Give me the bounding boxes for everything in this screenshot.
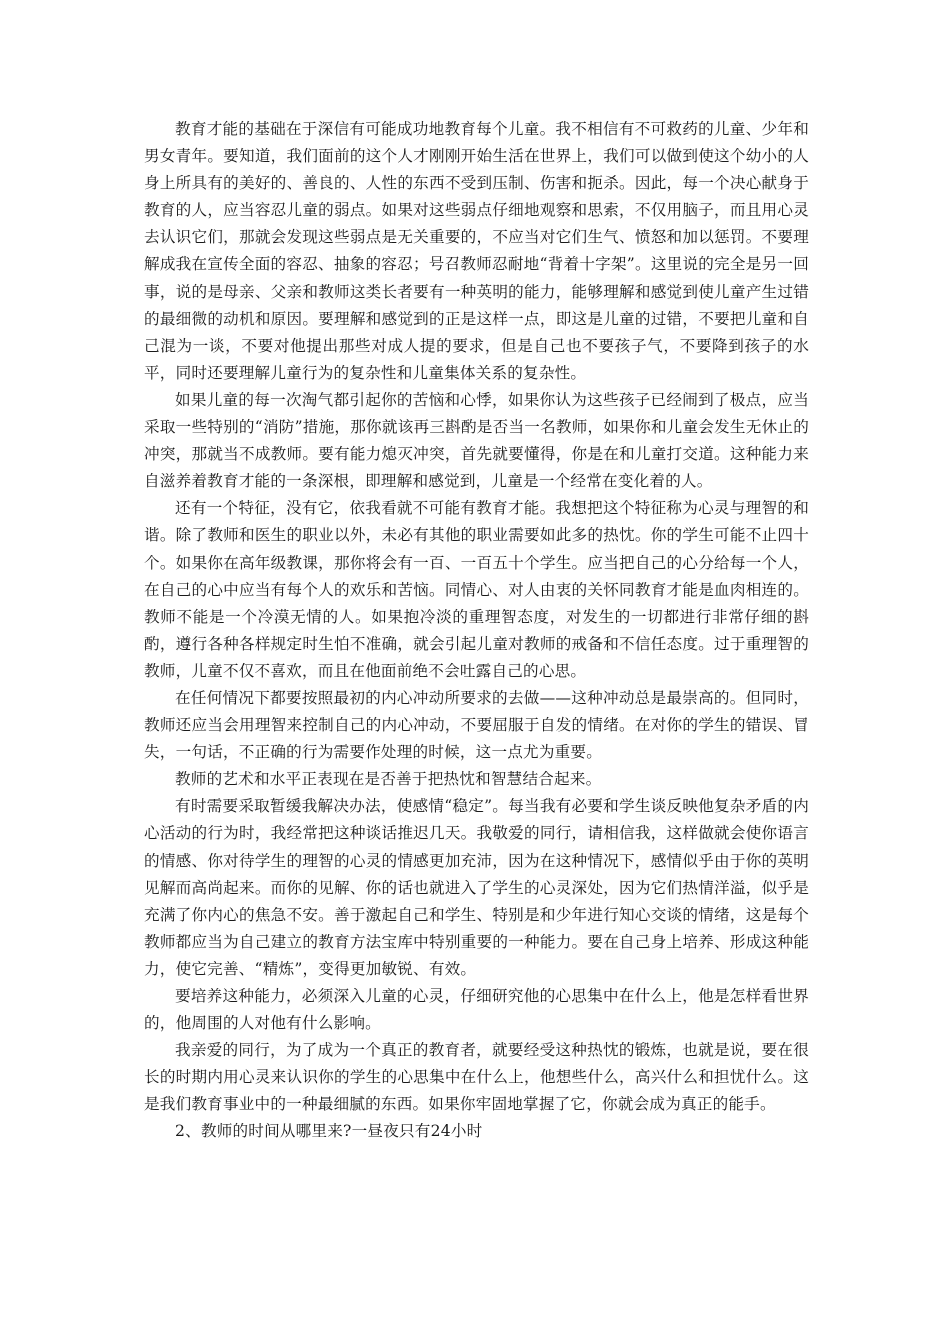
paragraph: 有时需要采取暂缓我解决办法，使感情“稳定”。每当我有必要和学生谈反映他复杂矛盾的内心活动的行为时，我经常把这种谈话推迟几天。我敬爱的同行，请相信我，这样做就会使你语言的情感、你对待学生的理智的心灵的情感更加充沛，因为在这种情况下，感情似乎由于你的英明见解而高尚起来。而你的见解、你的话也就进入了学生的心灵深处，因为它们热情洋溢，似乎是充满了你内心的焦急不安。善于激起自己和学生、特别是和少年进行知心交谈的情绪，这是每个教师都应当为自己建立的教育方法宝库中特别重要的一种能力。要在自己身上培养、形成这种能力，使它完善、“精炼”，变得更加敏锐、有效。 (144, 797, 809, 978)
paragraph: 要培养这种能力，必须深入儿童的心灵，仔细研究他的心思集中在什么上，他是怎样看世界的，他周围的人对他有什么影响。 (144, 987, 809, 1033)
paragraph: 教育才能的基础在于深信有可能成功地教育每个儿童。我不相信有不可救药的儿童、少年和男女青年。要知道，我们面前的这个人才刚刚开始生活在世界上，我们可以做到使这个幼小的人身上所具有的美好的、善良的、人性的东西不受到压制、伤害和扼杀。因此，每一个决心献身于教育的人，应当容忍儿童的弱点。如果对这些弱点仔细地观察和思索，不仅用脑子，而且用心灵去认识它们，那就会发现这些弱点是无关重要的，不应当对它们生气、愤怒和加以惩罚。不要理解成我在宣传全面的容忍、抽象的容忍；号召教师忍耐地“背着十字架”。这里说的完全是另一回事，说的是母亲、父亲和教师这类长者要有一种英明的能力，能够理解和感觉到使儿童产生过错的最细微的动机和原因。要理解和感觉到的正是这样一点，即这是儿童的过错，不要把儿童和自己混为一谈，不要对他提出那些对成人提的要求，但是自己也不要孩子气，不要降到孩子的水平，同时还要理解儿童行为的复杂性和儿童集体关系的复杂性。 (144, 120, 809, 382)
section-heading: 2、教师的时间从哪里来?一昼夜只有24小时 (175, 1122, 483, 1141)
document-body (144, 116, 809, 1146)
paragraph: 如果儿童的每一次淘气都引起你的苦恼和心悸，如果你认为这些孩子已经闹到了极点，应当采取一些特别的“消防”措施，那你就该再三斟酌是否当一名教师，如果你和儿童会发生无休止的冲突，那就当不成教师。要有能力熄灭冲突，首先就要懂得，你是在和儿童打交道。这种能力来自滋养着教育才能的一条深根，即理解和感觉到，儿童是一个经常在变化着的人。 (144, 390, 809, 491)
paragraph: 教师的艺术和水平正表现在是否善于把热忱和智慧结合起来。 (175, 770, 602, 789)
paragraph: 我亲爱的同行，为了成为一个真正的教育者，就要经受这种热忱的锻炼，也就是说，要在很长的时期内用心灵来认识你的学生的心思集中在什么上，他想些什么，高兴什么和担忧什么。这是我们教育事业中的一种最细腻的东西。如果你牢固地掌握了它，你就会成为真正的能手。 (144, 1041, 809, 1114)
paragraph: 在任何情况下都要按照最初的内心冲动所要求的去做——这种冲动总是最崇高的。但同时，教师还应当会用理智来控制自己的内心冲动，不要屈服于自发的情绪。在对你的学生的错误、冒失，一句话，不正确的行为需要作处理的时候，这一点尤为重要。 (144, 688, 809, 762)
paragraph: 还有一个特征，没有它，依我看就不可能有教育才能。我想把这个特征称为心灵与理智的和谐。除了教师和医生的职业以外，未必有其他的职业需要如此多的热忱。你的学生可能不止四十个。如果你在高年级教课，那你将会有一百、一百五十个学生。应当把自己的心分给每一个人，在自己的心中应当有每个人的欢乐和苦恼。同情心、对人由衷的关怀同教育才能是血肉相连的。教师不能是一个冷漠无情的人。如果抱冷淡的重理智态度，对发生的一切都进行非常仔细的斟酌，遵行各种各样规定时生怕不准确，就会引起儿童对教师的戒备和不信任态度。过于重理智的教师，儿童不仅不喜欢，而且在他面前绝不会吐露自己的心思。 (144, 499, 809, 680)
